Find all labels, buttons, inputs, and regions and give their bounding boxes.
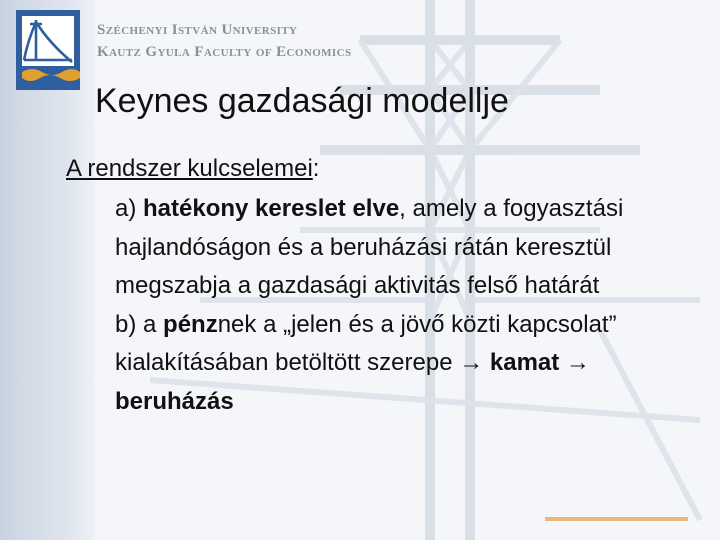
item-b-prefix: b) a (115, 310, 164, 338)
slide-title: Keynes gazdasági modellje (95, 82, 509, 120)
item-b-bold-kamat: kamat (489, 349, 560, 376)
item-a-bold: hatékony kereslet elve (143, 195, 400, 222)
item-b-bold-beruhazas: beruházás (115, 387, 234, 415)
accent-line (545, 517, 688, 521)
item-a-prefix: a) (115, 195, 144, 222)
faculty-name: Kautz Gyula Faculty of Economics (97, 44, 352, 60)
item-b-arrow: → (559, 349, 590, 376)
institution-header (97, 19, 351, 63)
item-b-rest: nek a „jelen és a jövő közti kapcsolat” kialakításában betöltött szerepe → (115, 310, 617, 376)
university-logo-icon (16, 10, 80, 90)
body-text (115, 190, 675, 421)
item-a-rest: , amely a fogyasztási hajlandóságon és a beruházási rátán keresztül megszabja a gazdasági aktivitás felső határát (115, 195, 624, 299)
item-b-bold-penz: pénz (163, 310, 218, 338)
item-a (115, 190, 675, 306)
lead-line (66, 152, 319, 186)
lead-colon: : (312, 155, 320, 182)
lead-underlined-text: A rendszer kulcselemei (66, 155, 313, 182)
university-name: Széchenyi István University (97, 22, 298, 38)
item-b (115, 306, 675, 422)
